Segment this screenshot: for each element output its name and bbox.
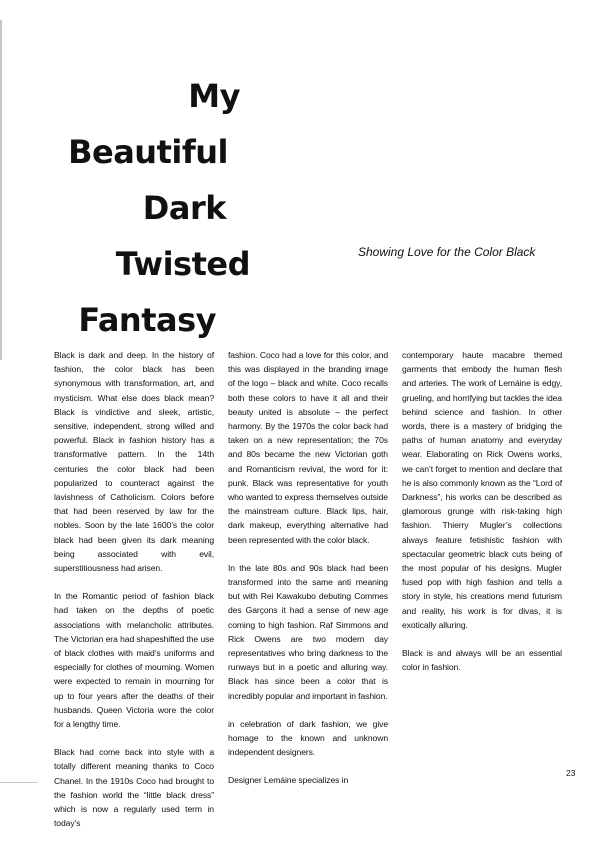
text-column-2 <box>228 348 388 802</box>
article-title <box>60 68 250 348</box>
title-line: Beautiful <box>68 133 228 171</box>
title-line: Fantasy <box>78 301 216 339</box>
paragraph: Black is dark and deep. In the history of fashion, the color black has been synonymous with transformation, art, and mysticism. What else does black mean? Black is vindictive and sleek, artistic, sensitive, independent, strong willed and powerful. Black in fashion history has a transformative pattern. In the 14th centuries the color black had been popularized to counteract against the lavishness of Catholicism. Colors before that had been reserved by law for the nobles. Soon by the late 1600’s the color black had been given its dark meaning being associated with evil, superstitiousness had arisen. <box>54 350 214 574</box>
paragraph: In the late 80s and 90s black had been transformed into the same anti meaning but with Rei Kawakubo debuting Commes des Garçons it had a sense of new age coming to high fashion. Raf Simmons and Rick Owens are two modern day representatives who bring darkness to the runways but in a poetic and alluring way. Black has since been a color that is incredibly popular and important in fashion. <box>228 562 388 701</box>
paragraph: Black is and always will be an essential color in fashion. <box>402 648 562 673</box>
paragraph: Designer Lemáine specializes in <box>228 775 349 786</box>
title-line: My <box>188 77 240 115</box>
title-line: Dark <box>142 189 226 227</box>
page-edge-rule-top <box>0 20 2 360</box>
text-column-3 <box>402 348 562 688</box>
paragraph: in celebration of dark fashion, we give homage to the known and unknown independent designers. <box>228 718 388 758</box>
page-edge-rule-bottom <box>0 782 38 783</box>
paragraph: contemporary haute macabre themed garments that embody the human flesh and arteries. The work of Lemáine is edgy, grueling, and horrifying but tackles the idea behind science and fashion. In other words, there is a mastery of bridging the paths of human anatomy and everyday wear. Elaborating on Rick Owens works, we can’t forget to mention and declare that he is also commonly known as the “Lord of Darkness”, his works can be described as glamorous grunge with risk-taking high fashion. Thierry Mugler’s collections always feature fetishistic fashion with spectacular geometric black cuts being of the most popular of his designs. Mugler fused pop with high fashion and tells a story in style, his creations mend futurism and reality, his work is for divas, it is exotically alluring. <box>402 350 562 630</box>
paragraph: In the Romantic period of fashion black had taken on the depths of poetic associations with melancholic attributes. The Victorian era had shapeshifted the use of black clothes with maid’s uniforms and especially for clothes of mourning. Women were expected to remain in mourning for up to four years after the deaths of their husbands. Queen Victoria wore the color for a lengthy time. <box>54 591 214 730</box>
text-column-1 <box>54 348 214 845</box>
paragraph: fashion. Coco had a love for this color, and this was displayed in the branding image of the logo – black and white. Coco recalls both these colors to have it all and their beauty united is absolute – the perfect harmony. By the 1970s the color back had taken on a new representation; the 70s and 80s became the new Victorian goth and Romanticism revival, the word for it: punk. Black was representative for youth who wanted to express themselves outside the mainstream culture. Black lips, hair, dark makeup, everything alternative had been represented with the color black. <box>228 350 388 545</box>
paragraph: Black had come back into style with a totally different meaning thanks to Coco Chanel. In the 1910s Coco had brought to the fashion world the “little black dress” which is now a regularly used term in today’s <box>54 747 214 829</box>
page-number: 23 <box>566 768 576 778</box>
article-subtitle: Showing Love for the Color Black <box>358 245 536 259</box>
title-line: Twisted <box>115 245 250 283</box>
